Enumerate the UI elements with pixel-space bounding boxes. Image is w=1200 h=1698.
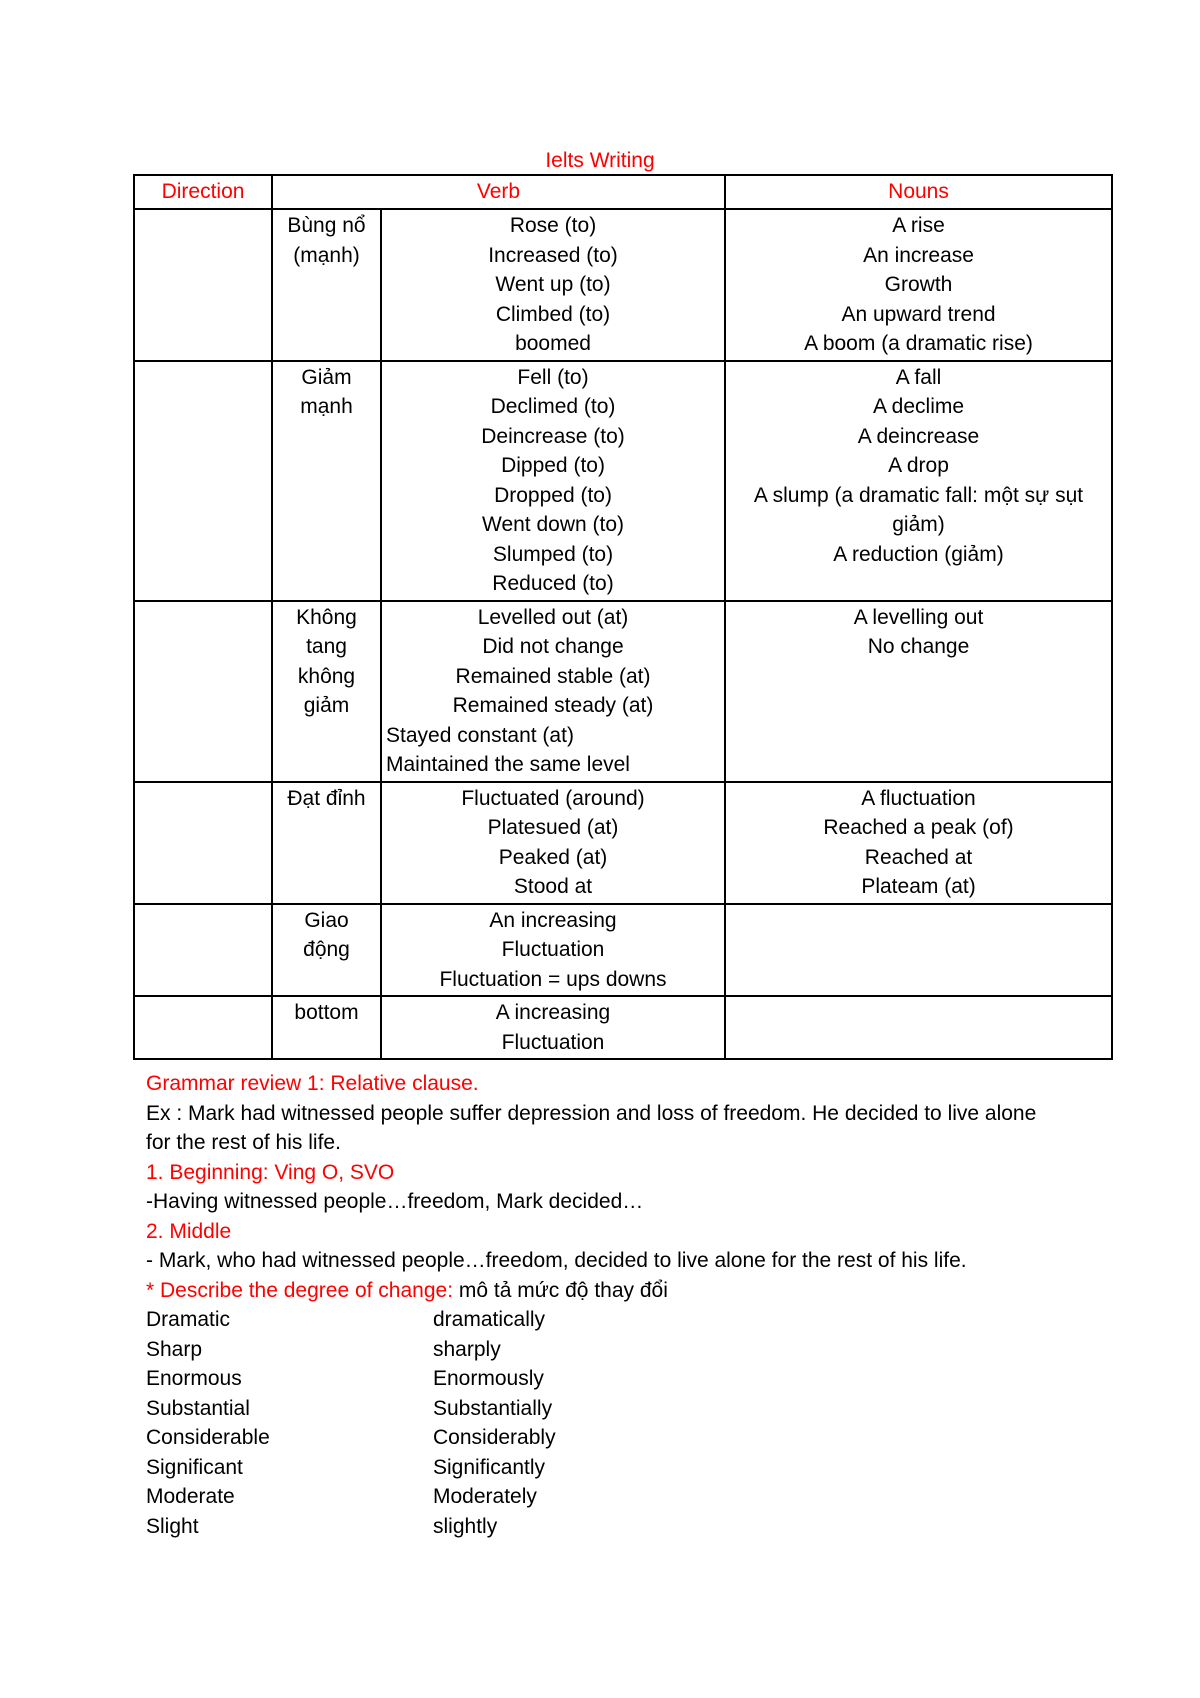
direction-label: (mạnh) bbox=[293, 243, 360, 267]
verb-item: Climbed (to) bbox=[495, 302, 611, 326]
verb-item: boomed bbox=[515, 332, 591, 355]
document-title: Ielts Writing bbox=[545, 149, 655, 172]
noun-item: A rise bbox=[892, 214, 945, 237]
vocabulary-table bbox=[133, 174, 1113, 1060]
noun-item: Reached a peak (of) bbox=[823, 816, 1014, 839]
degree-heading: * Describe the degree of change: bbox=[146, 1278, 454, 1302]
direction-label-cell bbox=[272, 996, 381, 1059]
degree-adverb: sharply bbox=[433, 1337, 501, 1361]
list-item bbox=[146, 1394, 1146, 1424]
direction-label: Giảm bbox=[301, 365, 352, 389]
verb-item: Increased (to) bbox=[488, 243, 618, 267]
beginning-example: -Having witnessed people…freedom, Mark decided… bbox=[146, 1190, 644, 1213]
degree-list bbox=[146, 1305, 1146, 1541]
list-item bbox=[146, 1453, 1146, 1483]
noun-item: A fall bbox=[895, 365, 942, 389]
table-row bbox=[134, 904, 1112, 997]
degree-adverb: Moderately bbox=[433, 1485, 537, 1508]
nouns-cell bbox=[725, 782, 1112, 904]
verb-item: Stood at bbox=[513, 875, 593, 898]
table-row bbox=[134, 996, 1112, 1059]
verb-item: Fluctuation = ups downs bbox=[439, 967, 667, 991]
verb-item: Stayed constant (at) bbox=[386, 723, 574, 747]
degree-adjective: Considerable bbox=[146, 1426, 270, 1449]
degree-adverb: Considerably bbox=[433, 1426, 556, 1449]
noun-item: An increase bbox=[863, 243, 974, 267]
verbs-cell bbox=[381, 361, 725, 601]
noun-item: A deincrease bbox=[857, 424, 980, 448]
verb-item: Slumped (to) bbox=[492, 542, 614, 566]
degree-adverb: Enormously bbox=[433, 1367, 544, 1390]
degree-heading-note: mô tả mức độ thay đổi bbox=[453, 1278, 668, 1302]
direction-label: Đạt đỉnh bbox=[287, 786, 366, 810]
list-item bbox=[146, 1482, 1146, 1512]
degree-adverb: slightly bbox=[433, 1514, 498, 1538]
degree-adverb: dramatically bbox=[433, 1308, 546, 1331]
verbs-cell bbox=[381, 601, 725, 782]
verb-item: Declimed (to) bbox=[490, 395, 616, 418]
verb-item: Fell (to) bbox=[517, 365, 589, 389]
verbs-cell bbox=[381, 209, 725, 361]
verb-item: Did not change bbox=[482, 635, 624, 658]
verb-item: Fluctuation bbox=[501, 1030, 605, 1054]
list-item bbox=[146, 1305, 1146, 1335]
verb-item: Dipped (to) bbox=[501, 454, 605, 477]
noun-item: Reached at bbox=[864, 845, 973, 869]
degree-adjective: Enormous bbox=[146, 1367, 242, 1390]
header-direction: Direction bbox=[134, 175, 272, 209]
table-row bbox=[134, 782, 1112, 904]
verb-item: An increasing bbox=[489, 908, 617, 932]
degree-adjective: Substantial bbox=[146, 1396, 250, 1420]
list-item bbox=[146, 1512, 1146, 1542]
noun-item: Plateam (at) bbox=[861, 875, 976, 898]
degree-adjective: Slight bbox=[146, 1514, 199, 1538]
verb-item: Maintained the same level bbox=[386, 753, 630, 776]
noun-item: A fluctuation bbox=[861, 786, 976, 810]
noun-item: A declime bbox=[872, 395, 965, 418]
direction-label: Giao bbox=[304, 908, 349, 932]
verb-item: Went up (to) bbox=[495, 273, 611, 296]
degree-adverb: Substantially bbox=[433, 1396, 553, 1420]
direction-label: động bbox=[303, 938, 350, 961]
verb-item: Platesued (at) bbox=[487, 816, 619, 839]
verb-item: Reduced (to) bbox=[492, 572, 614, 595]
noun-item: An upward trend bbox=[841, 302, 996, 326]
degree-heading-line bbox=[146, 1276, 1146, 1306]
nouns-cell bbox=[725, 361, 1112, 601]
verb-item: Remained stable (at) bbox=[455, 664, 651, 688]
noun-item: A reduction (giảm) bbox=[833, 542, 1004, 566]
nouns-cell-empty bbox=[725, 996, 1112, 1059]
direction-label-cell bbox=[272, 209, 381, 361]
direction-label: tang bbox=[306, 635, 347, 658]
direction-cell-empty bbox=[134, 209, 272, 361]
direction-cell-empty bbox=[134, 996, 272, 1059]
verbs-cell bbox=[381, 996, 725, 1059]
verbs-cell bbox=[381, 904, 725, 997]
verb-item: Remained steady (at) bbox=[452, 694, 654, 717]
middle-example: - Mark, who had witnessed people…freedom, decided to live alone for the rest of his life. bbox=[146, 1249, 967, 1272]
grammar-heading: Grammar review 1: Relative clause. bbox=[146, 1072, 479, 1095]
degree-adjective: Sharp bbox=[146, 1337, 203, 1361]
grammar-section bbox=[146, 1069, 1146, 1541]
list-item bbox=[146, 1364, 1146, 1394]
table-row bbox=[134, 361, 1112, 601]
degree-adjective: Significant bbox=[146, 1455, 243, 1479]
nouns-cell-empty bbox=[725, 904, 1112, 997]
list-item bbox=[146, 1423, 1146, 1453]
verb-item: Fluctuated (around) bbox=[461, 786, 645, 810]
direction-cell-empty bbox=[134, 904, 272, 997]
verbs-cell bbox=[381, 782, 725, 904]
direction-cell-empty bbox=[134, 601, 272, 782]
direction-cell-empty bbox=[134, 782, 272, 904]
table-header-row bbox=[134, 175, 1112, 209]
noun-item: A levelling out bbox=[853, 605, 984, 629]
verb-item: Rose (to) bbox=[509, 214, 597, 237]
direction-cell-empty bbox=[134, 361, 272, 601]
degree-adjective: Dramatic bbox=[146, 1308, 231, 1331]
direction-label: mạnh bbox=[300, 395, 353, 418]
table-row bbox=[134, 601, 1112, 782]
direction-label: bottom bbox=[294, 1001, 359, 1024]
direction-label-cell bbox=[272, 601, 381, 782]
direction-label: Không bbox=[296, 605, 357, 629]
noun-item: No change bbox=[867, 635, 970, 658]
noun-item: A drop bbox=[888, 454, 949, 477]
grammar-example: Ex : Mark had witnessed people suffer depression and loss of freedom. He decided to live alone for the rest of his life. bbox=[146, 1101, 1037, 1154]
direction-label-cell bbox=[272, 361, 381, 601]
header-nouns: Nouns bbox=[725, 175, 1112, 209]
verb-item: Levelled out (at) bbox=[477, 605, 629, 629]
nouns-cell bbox=[725, 209, 1112, 361]
direction-label: không bbox=[297, 664, 356, 688]
direction-label-cell bbox=[272, 782, 381, 904]
header-verb: Verb bbox=[272, 175, 725, 209]
verb-item: Fluctuation bbox=[501, 938, 605, 961]
nouns-cell bbox=[725, 601, 1112, 782]
verb-item: Went down (to) bbox=[482, 513, 625, 536]
noun-item: A slump (a dramatic fall: một sự sụt giảm) bbox=[753, 483, 1084, 536]
middle-heading: 2. Middle bbox=[146, 1219, 232, 1243]
direction-label: giảm bbox=[303, 694, 350, 717]
noun-item: A boom (a dramatic rise) bbox=[804, 332, 1033, 355]
degree-adjective: Moderate bbox=[146, 1485, 235, 1508]
degree-adverb: Significantly bbox=[433, 1455, 546, 1479]
direction-label: Bùng nổ bbox=[287, 214, 366, 237]
verb-item: Deincrease (to) bbox=[481, 424, 625, 448]
verb-item: A increasing bbox=[495, 1001, 611, 1024]
direction-label-cell bbox=[272, 904, 381, 997]
verb-item: Dropped (to) bbox=[494, 483, 612, 507]
noun-item: Growth bbox=[884, 273, 953, 296]
verb-item: Peaked (at) bbox=[498, 845, 608, 869]
table-row bbox=[134, 209, 1112, 361]
list-item bbox=[146, 1335, 1146, 1365]
beginning-heading: 1. Beginning: Ving O, SVO bbox=[146, 1160, 395, 1184]
